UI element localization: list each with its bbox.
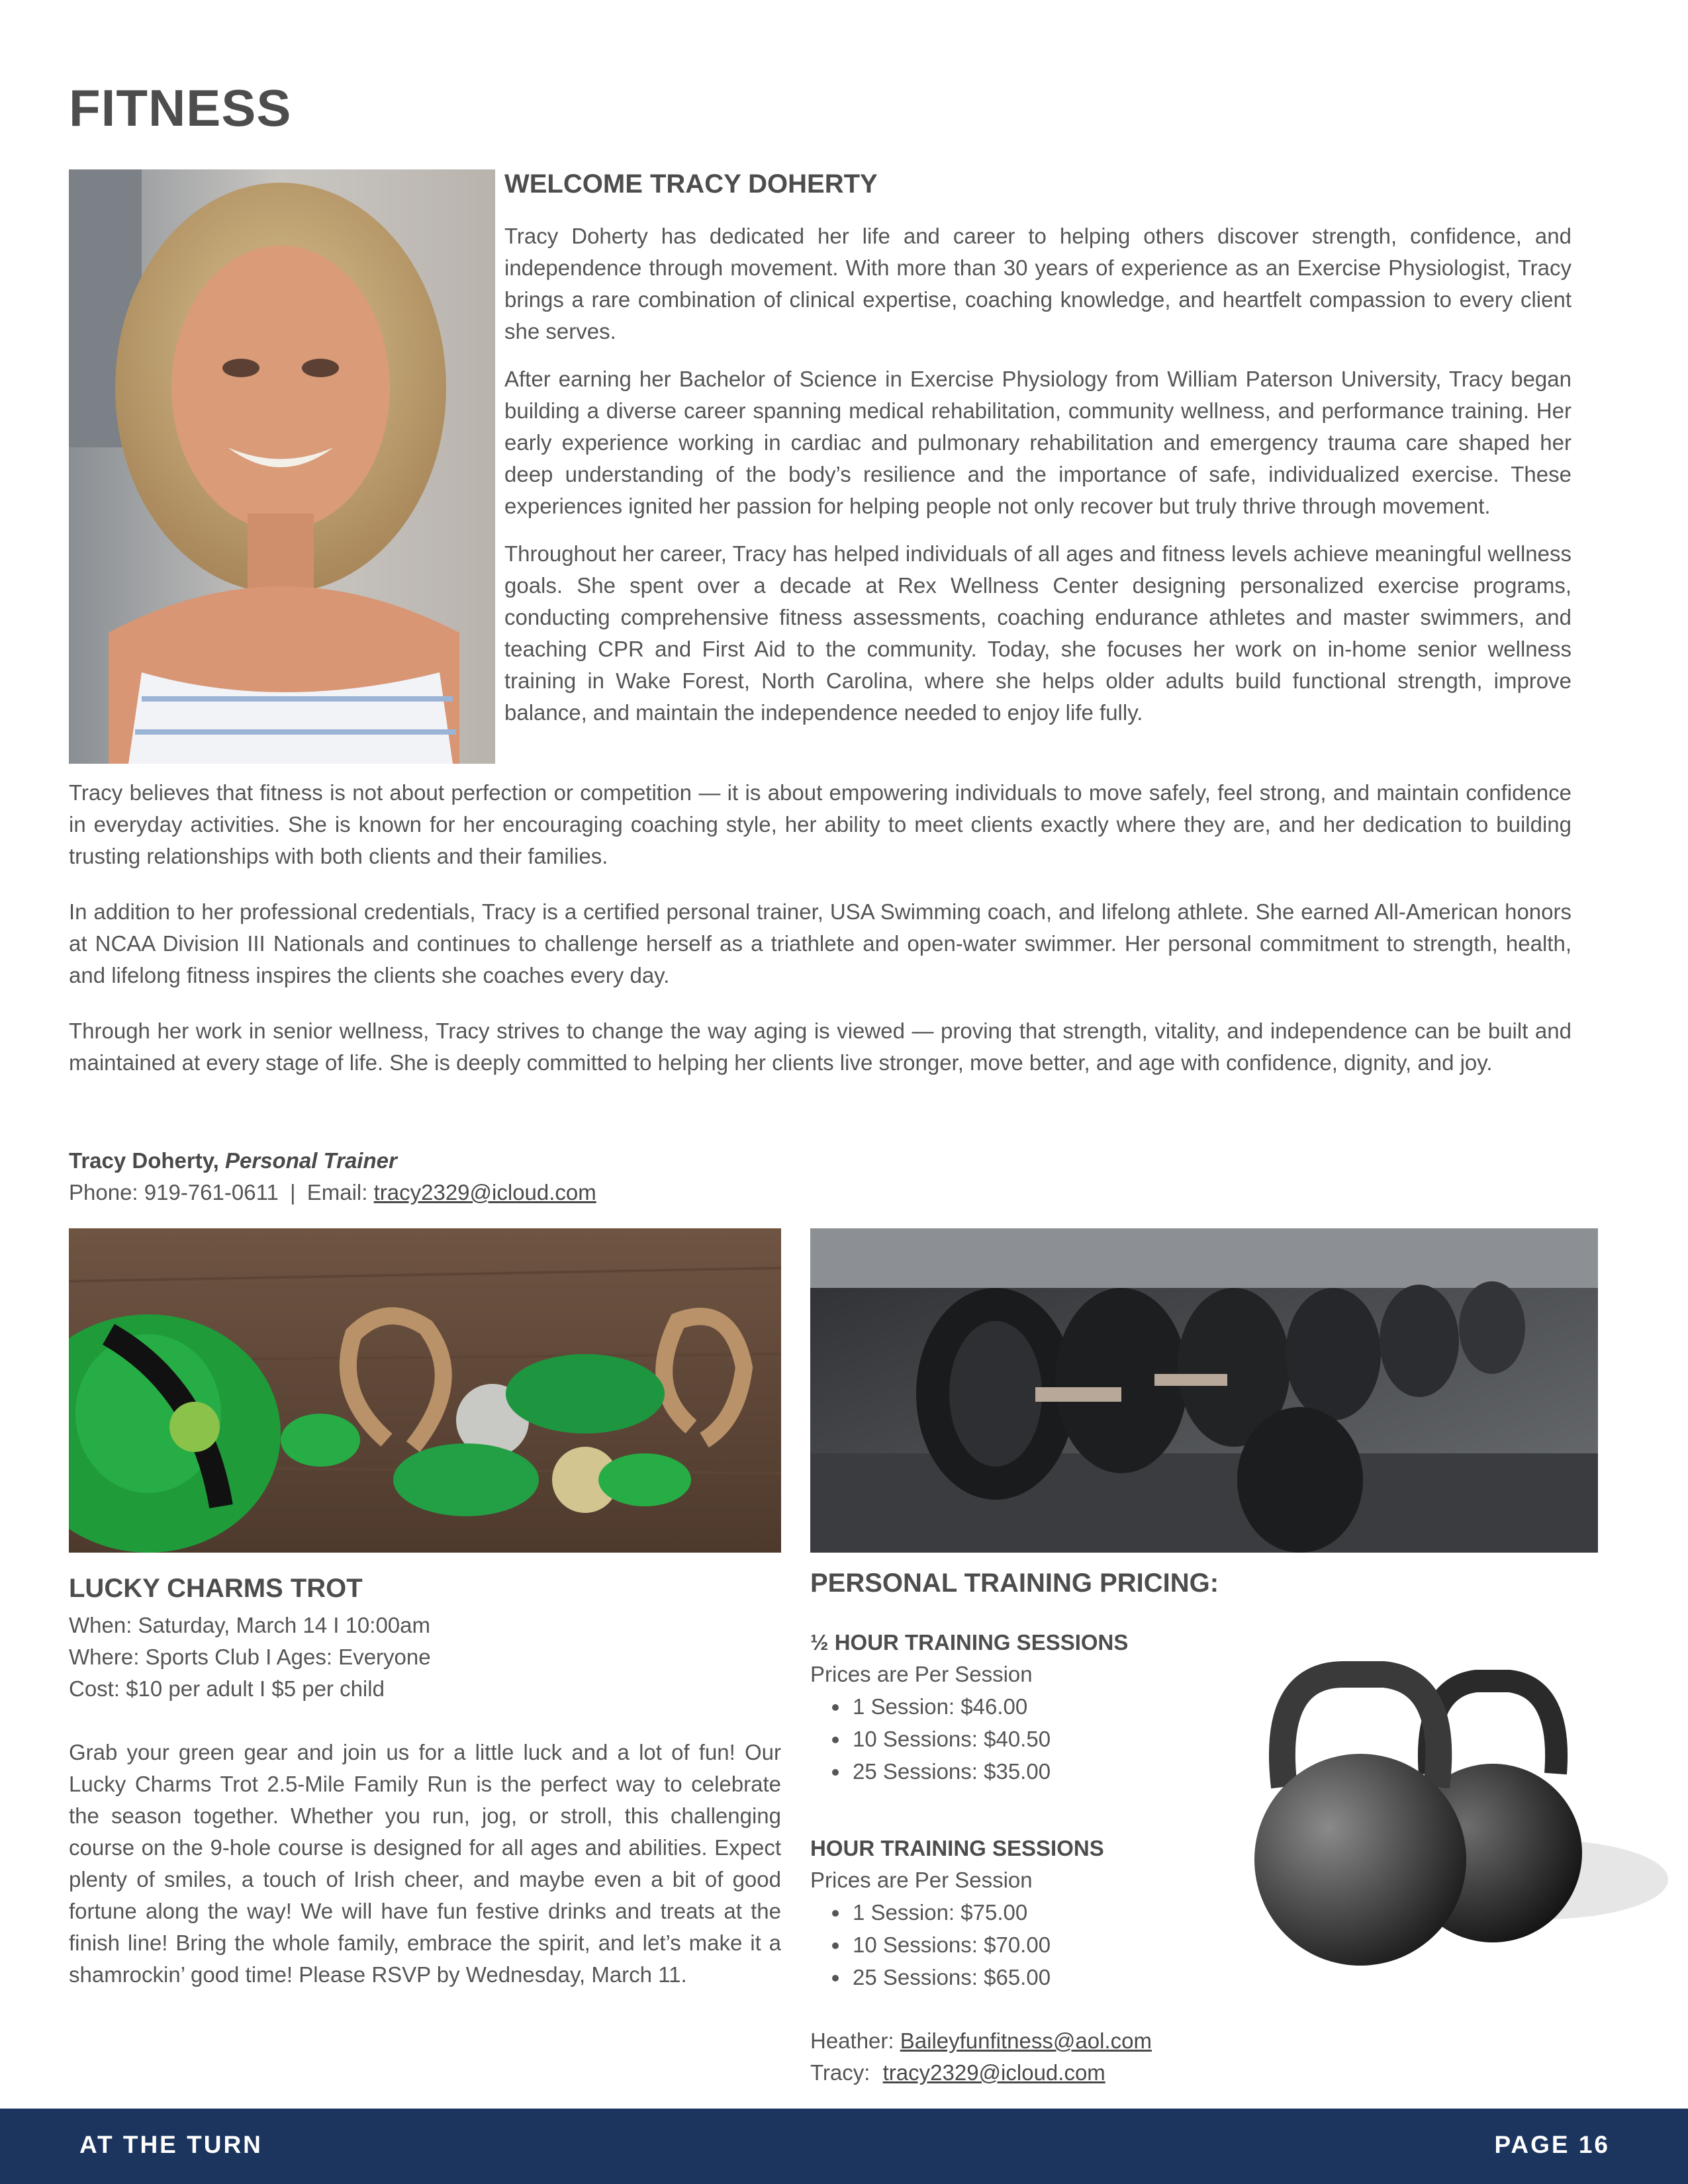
separator: | — [290, 1180, 296, 1205]
price-item: • 10 Sessions: $40.50 — [850, 1723, 1221, 1755]
intro-paragraph: Tracy Doherty has dedicated her life and career to helping others discover strength, confidence, and independence through movement. With more than 30 years of experience as an Exercise Physiologist, Tracy brings a rare combination of clinical expertise, coaching knowledge, and heartfelt compassion to every client she serves. — [504, 224, 1571, 343]
price-item: • 1 Session: $46.00 — [850, 1690, 1221, 1723]
trainer-title: Personal Trainer — [224, 1148, 397, 1173]
pricing-details — [810, 1627, 1221, 2089]
kettlebell-image — [1225, 1661, 1675, 1966]
price-item: • 10 Sessions: $70.00 — [850, 1929, 1221, 1961]
dumbbell-rack-photo — [810, 1228, 1598, 1553]
event-details — [69, 1610, 781, 1991]
event-when: When: Saturday, March 14 I 10:00am — [69, 1613, 430, 1637]
welcome-full-text — [69, 777, 1571, 1103]
tracy-email-link[interactable]: tracy2329@icloud.com — [882, 2060, 1105, 2085]
hour-subtitle: Prices are Per Session — [810, 1868, 1033, 1892]
portrait-photo — [69, 169, 495, 764]
price-item: • 1 Session: $75.00 — [850, 1896, 1221, 1929]
body-paragraph: Through her work in senior wellness, Tracy strives to change the way aging is viewed — proving that strength, vitality, and independence can be built and maintained at every stage of life. She is deeply committed to helping her clients live stronger, move better, and age with confidence, dignity, and joy. — [69, 1019, 1571, 1075]
contact-label: Tracy: — [810, 2060, 870, 2085]
event-where: Where: Sports Club I Ages: Everyone — [69, 1645, 431, 1669]
lucky-charms-photo — [69, 1228, 781, 1553]
trainer-name: Tracy Doherty, — [69, 1148, 219, 1173]
hour-price-list — [810, 1896, 1221, 1993]
contact-label: Heather: — [810, 2028, 894, 2053]
page-title: FITNESS — [69, 79, 292, 137]
publication-name: AT THE TURN — [79, 2131, 263, 2158]
hour-title: HOUR TRAINING SESSIONS — [810, 1836, 1104, 1860]
event-heading: LUCKY CHARMS TROT — [69, 1574, 363, 1603]
body-paragraph: In addition to her professional credentials, Tracy is a certified personal trainer, USA Swimming coach, and lifelong athlete. She earned All-American honors at NCAA Division III Nationals and continues to challenge herself as a triathlete and open-water swimmer. Her personal commitment to strength, health, and lifelong fitness inspires the clients she coaches every day. — [69, 899, 1571, 987]
page-number: PAGE 16 — [1494, 2131, 1610, 2158]
welcome-intro-text — [504, 220, 1571, 745]
half-hour-subtitle: Prices are Per Session — [810, 1662, 1033, 1686]
half-hour-title: ½ HOUR TRAINING SESSIONS — [810, 1630, 1129, 1655]
trainer-email-link[interactable]: tracy2329@icloud.com — [373, 1180, 596, 1205]
page-footer — [0, 2109, 1688, 2184]
email-label: Email: — [306, 1180, 368, 1205]
intro-paragraph: Throughout her career, Tracy has helped individuals of all ages and fitness levels achieve meaningful wellness goals. She spent over a decade at Rex Wellness Center designing personalized exercise programs, conducting comprehensive fitness assessments, coaching endurance athletes and master swimmers, and teaching CPR and First Aid to the community. Today, she focuses her work on in-home senior wellness training in Wake Forest, North Carolina, where she helps older adults build functional strength, improve balance, and maintain the independence needed to enjoy life fully. — [504, 541, 1571, 725]
pricing-heading: PERSONAL TRAINING PRICING: — [810, 1569, 1219, 1598]
half-hour-price-list — [810, 1690, 1221, 1788]
intro-paragraph: After earning her Bachelor of Science in Exercise Physiology from William Paterson University, Tracy began building a diverse career spanning medical rehabilitation, community wellness, and performance training. Her early experience working in cardiac and pulmonary rehabilitation and emergency trauma care shaped her deep understanding of the body’s resilience and the importance of safe, individualized exercise. These experiences ignited her passion for helping people not only recover but truly thrive through movement. — [504, 367, 1571, 518]
event-description: Grab your green gear and join us for a little luck and a lot of fun! Our Lucky Charms Trot 2.5-Mile Family Run is the perfect way to celebrate the season together. Whether you run, jog, or stroll, this challenging course on the 9-hole course is designed for all ages and abilities. Expect plenty of smiles, a touch of Irish cheer, and maybe even a bit of good fortune along the way! We will have fun festive drinks and treats at the finish line! Bring the whole family, embrace the spirit, and let’s make it a shamrockin’ good time! Please RSVP by Wednesday, March 11. — [69, 1740, 781, 1987]
heather-email-link[interactable]: Baileyfunfitness@aol.com — [900, 2028, 1152, 2053]
welcome-heading: WELCOME TRACY DOHERTY — [504, 169, 878, 199]
trainer-phone: Phone: 919-761-0611 — [69, 1180, 279, 1205]
trainer-signature — [69, 1145, 596, 1208]
price-item: • 25 Sessions: $35.00 — [850, 1755, 1221, 1788]
pricing-contacts — [810, 2025, 1221, 2089]
body-paragraph: Tracy believes that fitness is not about perfection or competition — it is about empowering individuals to move safely, feel strong, and maintain confidence in everyday activities. She is known for her encouraging coaching style, her ability to meet clients exactly where they are, and her dedication to building trusting relationships with both clients and their families. — [69, 780, 1571, 868]
price-item: • 25 Sessions: $65.00 — [850, 1961, 1221, 1993]
event-cost: Cost: $10 per adult I $5 per child — [69, 1676, 385, 1701]
